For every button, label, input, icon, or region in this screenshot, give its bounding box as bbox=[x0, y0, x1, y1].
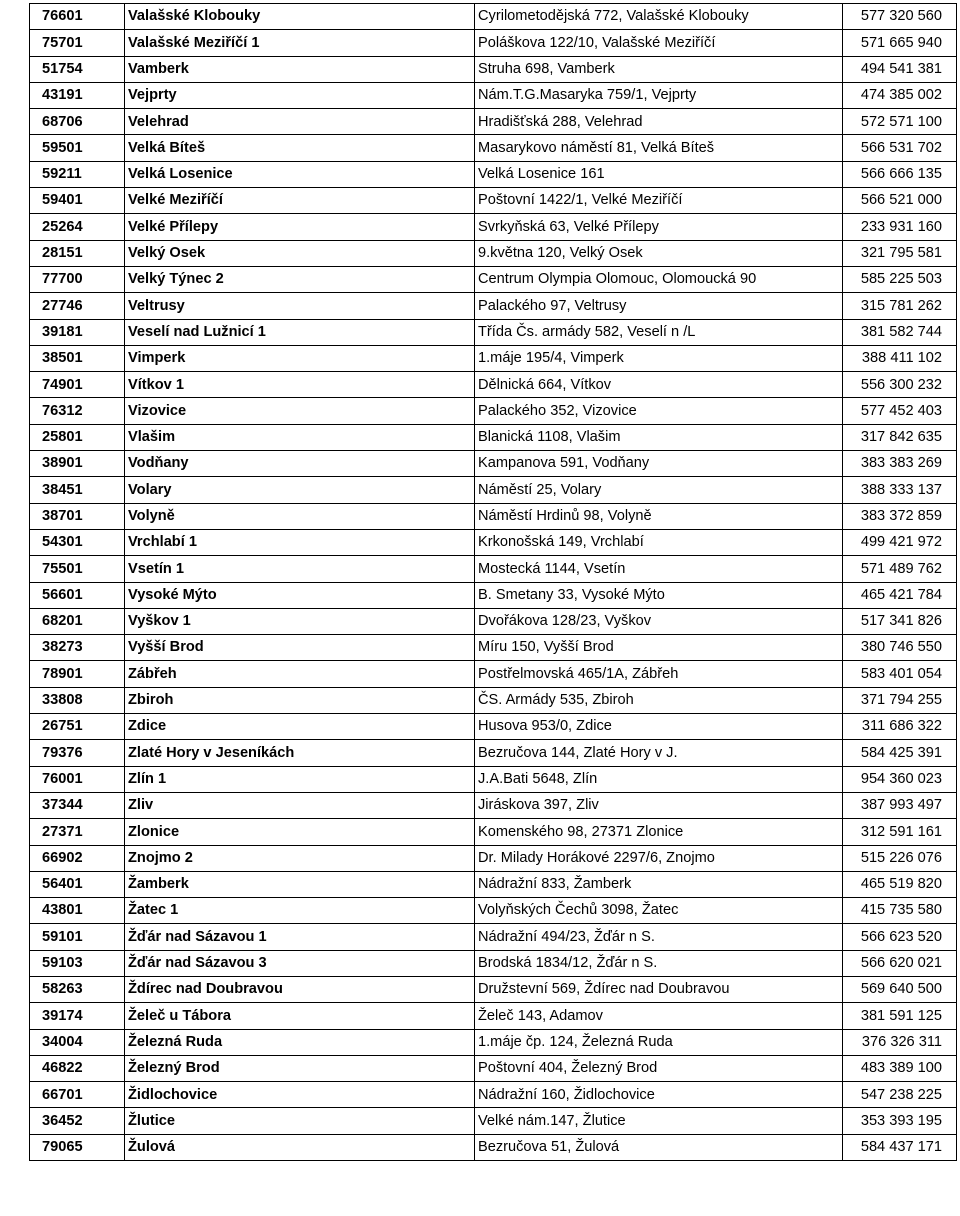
office-name-cell: Židlochovice bbox=[125, 1082, 475, 1108]
postal-code-cell: 59401 bbox=[30, 188, 125, 214]
table-row bbox=[30, 1082, 957, 1108]
address-cell: Náměstí Hrdinů 98, Volyně bbox=[475, 503, 843, 529]
address-cell: Dělnická 664, Vítkov bbox=[475, 372, 843, 398]
address-cell: ČS. Armády 535, Zbiroh bbox=[475, 687, 843, 713]
office-name-cell: Vyšší Brod bbox=[125, 635, 475, 661]
postal-code-cell: 59501 bbox=[30, 135, 125, 161]
office-name-cell: Ždírec nad Doubravou bbox=[125, 976, 475, 1002]
table-row bbox=[30, 1003, 957, 1029]
postal-code-cell: 33808 bbox=[30, 687, 125, 713]
office-name-cell: Vodňany bbox=[125, 451, 475, 477]
postal-code-cell: 68201 bbox=[30, 608, 125, 634]
postal-code-cell: 68706 bbox=[30, 109, 125, 135]
table-body bbox=[30, 4, 957, 1161]
table-row bbox=[30, 214, 957, 240]
table-row bbox=[30, 950, 957, 976]
postal-code-cell: 66902 bbox=[30, 845, 125, 871]
address-cell: Nám.T.G.Masaryka 759/1, Vejprty bbox=[475, 82, 843, 108]
office-name-cell: Volyně bbox=[125, 503, 475, 529]
office-name-cell: Žamberk bbox=[125, 871, 475, 897]
postal-code-cell: 38273 bbox=[30, 635, 125, 661]
postal-code-cell: 77700 bbox=[30, 266, 125, 292]
address-cell: Palackého 97, Veltrusy bbox=[475, 293, 843, 319]
postal-code-cell: 37344 bbox=[30, 792, 125, 818]
postal-code-cell: 38701 bbox=[30, 503, 125, 529]
phone-cell: 483 389 100 bbox=[843, 1055, 957, 1081]
office-name-cell: Žatec 1 bbox=[125, 898, 475, 924]
postal-code-cell: 26751 bbox=[30, 714, 125, 740]
phone-cell: 376 326 311 bbox=[843, 1029, 957, 1055]
phone-cell: 387 993 497 bbox=[843, 792, 957, 818]
address-cell: Centrum Olympia Olomouc, Olomoucká 90 bbox=[475, 266, 843, 292]
address-cell: Poštovní 1422/1, Velké Meziříčí bbox=[475, 188, 843, 214]
table-row bbox=[30, 30, 957, 56]
address-cell: Velká Losenice 161 bbox=[475, 161, 843, 187]
table-row bbox=[30, 319, 957, 345]
address-cell: Brodská 1834/12, Žďár n S. bbox=[475, 950, 843, 976]
phone-cell: 577 452 403 bbox=[843, 398, 957, 424]
address-cell: Jiráskova 397, Zliv bbox=[475, 792, 843, 818]
office-name-cell: Zliv bbox=[125, 792, 475, 818]
postal-code-cell: 27371 bbox=[30, 819, 125, 845]
postal-code-cell: 79065 bbox=[30, 1134, 125, 1160]
phone-cell: 383 383 269 bbox=[843, 451, 957, 477]
table-row bbox=[30, 714, 957, 740]
address-cell: Masarykovo náměstí 81, Velká Bíteš bbox=[475, 135, 843, 161]
address-cell: 1.máje 195/4, Vimperk bbox=[475, 345, 843, 371]
phone-cell: 566 521 000 bbox=[843, 188, 957, 214]
table-row bbox=[30, 82, 957, 108]
postal-code-cell: 59103 bbox=[30, 950, 125, 976]
address-cell: Svrkyňská 63, Velké Přílepy bbox=[475, 214, 843, 240]
table-row bbox=[30, 740, 957, 766]
table-row bbox=[30, 556, 957, 582]
table-row bbox=[30, 188, 957, 214]
table-row bbox=[30, 345, 957, 371]
table-row bbox=[30, 372, 957, 398]
postal-code-cell: 76312 bbox=[30, 398, 125, 424]
table-row bbox=[30, 1134, 957, 1160]
phone-cell: 584 437 171 bbox=[843, 1134, 957, 1160]
table-row bbox=[30, 792, 957, 818]
phone-cell: 566 623 520 bbox=[843, 924, 957, 950]
table-row bbox=[30, 1108, 957, 1134]
table-row bbox=[30, 424, 957, 450]
phone-cell: 388 411 102 bbox=[843, 345, 957, 371]
phone-cell: 566 666 135 bbox=[843, 161, 957, 187]
address-cell: Nádražní 160, Židlochovice bbox=[475, 1082, 843, 1108]
postal-code-cell: 43801 bbox=[30, 898, 125, 924]
office-name-cell: Vizovice bbox=[125, 398, 475, 424]
phone-cell: 381 591 125 bbox=[843, 1003, 957, 1029]
table-row bbox=[30, 398, 957, 424]
phone-cell: 380 746 550 bbox=[843, 635, 957, 661]
postal-code-cell: 54301 bbox=[30, 529, 125, 555]
address-cell: Blanická 1108, Vlašim bbox=[475, 424, 843, 450]
address-cell: Hradišťská 288, Velehrad bbox=[475, 109, 843, 135]
address-cell: Třída Čs. armády 582, Veselí n /L bbox=[475, 319, 843, 345]
phone-cell: 517 341 826 bbox=[843, 608, 957, 634]
postal-code-cell: 36452 bbox=[30, 1108, 125, 1134]
address-cell: B. Smetany 33, Vysoké Mýto bbox=[475, 582, 843, 608]
postal-code-cell: 56401 bbox=[30, 871, 125, 897]
phone-cell: 371 794 255 bbox=[843, 687, 957, 713]
postal-code-cell: 25801 bbox=[30, 424, 125, 450]
post-office-table bbox=[29, 3, 957, 1161]
phone-cell: 312 591 161 bbox=[843, 819, 957, 845]
phone-cell: 566 620 021 bbox=[843, 950, 957, 976]
office-name-cell: Velký Týnec 2 bbox=[125, 266, 475, 292]
table-row bbox=[30, 1055, 957, 1081]
phone-cell: 499 421 972 bbox=[843, 529, 957, 555]
postal-code-cell: 79376 bbox=[30, 740, 125, 766]
phone-cell: 315 781 262 bbox=[843, 293, 957, 319]
office-name-cell: Zlonice bbox=[125, 819, 475, 845]
phone-cell: 577 320 560 bbox=[843, 4, 957, 30]
address-cell: Nádražní 494/23, Žďár n S. bbox=[475, 924, 843, 950]
phone-cell: 515 226 076 bbox=[843, 845, 957, 871]
address-cell: Poláškova 122/10, Valašské Meziříčí bbox=[475, 30, 843, 56]
address-cell: 9.května 120, Velký Osek bbox=[475, 240, 843, 266]
table-row bbox=[30, 687, 957, 713]
phone-cell: 569 640 500 bbox=[843, 976, 957, 1002]
office-name-cell: Železná Ruda bbox=[125, 1029, 475, 1055]
address-cell: Krkonošská 149, Vrchlabí bbox=[475, 529, 843, 555]
table-row bbox=[30, 608, 957, 634]
address-cell: J.A.Bati 5648, Zlín bbox=[475, 766, 843, 792]
address-cell: Volyňských Čechů 3098, Žatec bbox=[475, 898, 843, 924]
postal-code-cell: 28151 bbox=[30, 240, 125, 266]
office-name-cell: Velehrad bbox=[125, 109, 475, 135]
postal-code-cell: 38901 bbox=[30, 451, 125, 477]
address-cell: Bezručova 51, Žulová bbox=[475, 1134, 843, 1160]
phone-cell: 388 333 137 bbox=[843, 477, 957, 503]
table-row bbox=[30, 4, 957, 30]
postal-code-cell: 46822 bbox=[30, 1055, 125, 1081]
address-cell: Velké nám.147, Žlutice bbox=[475, 1108, 843, 1134]
postal-code-cell: 66701 bbox=[30, 1082, 125, 1108]
table-row bbox=[30, 266, 957, 292]
table-row bbox=[30, 661, 957, 687]
table-row bbox=[30, 293, 957, 319]
address-cell: Cyrilometodějská 772, Valašské Klobouky bbox=[475, 4, 843, 30]
postal-code-cell: 25264 bbox=[30, 214, 125, 240]
postal-code-cell: 43191 bbox=[30, 82, 125, 108]
postal-code-cell: 56601 bbox=[30, 582, 125, 608]
office-name-cell: Vítkov 1 bbox=[125, 372, 475, 398]
office-name-cell: Volary bbox=[125, 477, 475, 503]
phone-cell: 494 541 381 bbox=[843, 56, 957, 82]
office-name-cell: Velká Bíteš bbox=[125, 135, 475, 161]
office-name-cell: Velký Osek bbox=[125, 240, 475, 266]
table-row bbox=[30, 135, 957, 161]
postal-code-cell: 38451 bbox=[30, 477, 125, 503]
office-name-cell: Vsetín 1 bbox=[125, 556, 475, 582]
table-row bbox=[30, 109, 957, 135]
address-cell: Postřelmovská 465/1A, Zábřeh bbox=[475, 661, 843, 687]
phone-cell: 572 571 100 bbox=[843, 109, 957, 135]
address-cell: Bezručova 144, Zlaté Hory v J. bbox=[475, 740, 843, 766]
phone-cell: 233 931 160 bbox=[843, 214, 957, 240]
phone-cell: 954 360 023 bbox=[843, 766, 957, 792]
table-row bbox=[30, 1029, 957, 1055]
phone-cell: 566 531 702 bbox=[843, 135, 957, 161]
office-name-cell: Vejprty bbox=[125, 82, 475, 108]
office-name-cell: Želeč u Tábora bbox=[125, 1003, 475, 1029]
table-row bbox=[30, 529, 957, 555]
office-name-cell: Železný Brod bbox=[125, 1055, 475, 1081]
table-row bbox=[30, 240, 957, 266]
office-name-cell: Vamberk bbox=[125, 56, 475, 82]
phone-cell: 474 385 002 bbox=[843, 82, 957, 108]
office-name-cell: Veselí nad Lužnicí 1 bbox=[125, 319, 475, 345]
postal-code-cell: 75501 bbox=[30, 556, 125, 582]
office-name-cell: Zdice bbox=[125, 714, 475, 740]
phone-cell: 571 489 762 bbox=[843, 556, 957, 582]
phone-cell: 465 421 784 bbox=[843, 582, 957, 608]
postal-code-cell: 74901 bbox=[30, 372, 125, 398]
postal-code-cell: 59101 bbox=[30, 924, 125, 950]
postal-code-cell: 78901 bbox=[30, 661, 125, 687]
office-name-cell: Zbiroh bbox=[125, 687, 475, 713]
postal-code-cell: 27746 bbox=[30, 293, 125, 319]
address-cell: Náměstí 25, Volary bbox=[475, 477, 843, 503]
address-cell: Míru 150, Vyšší Brod bbox=[475, 635, 843, 661]
office-name-cell: Zábřeh bbox=[125, 661, 475, 687]
phone-cell: 584 425 391 bbox=[843, 740, 957, 766]
table-row bbox=[30, 898, 957, 924]
table-row bbox=[30, 924, 957, 950]
office-name-cell: Velké Meziříčí bbox=[125, 188, 475, 214]
phone-cell: 415 735 580 bbox=[843, 898, 957, 924]
office-name-cell: Vlašim bbox=[125, 424, 475, 450]
postal-code-cell: 38501 bbox=[30, 345, 125, 371]
postal-code-cell: 58263 bbox=[30, 976, 125, 1002]
office-name-cell: Žulová bbox=[125, 1134, 475, 1160]
table-row bbox=[30, 503, 957, 529]
address-cell: Dr. Milady Horákové 2297/6, Znojmo bbox=[475, 845, 843, 871]
phone-cell: 317 842 635 bbox=[843, 424, 957, 450]
phone-cell: 547 238 225 bbox=[843, 1082, 957, 1108]
phone-cell: 383 372 859 bbox=[843, 503, 957, 529]
address-cell: Komenského 98, 27371 Zlonice bbox=[475, 819, 843, 845]
table-row bbox=[30, 819, 957, 845]
phone-cell: 321 795 581 bbox=[843, 240, 957, 266]
phone-cell: 381 582 744 bbox=[843, 319, 957, 345]
office-name-cell: Žďár nad Sázavou 3 bbox=[125, 950, 475, 976]
phone-cell: 465 519 820 bbox=[843, 871, 957, 897]
office-name-cell: Velké Přílepy bbox=[125, 214, 475, 240]
postal-code-cell: 39174 bbox=[30, 1003, 125, 1029]
office-name-cell: Vyškov 1 bbox=[125, 608, 475, 634]
phone-cell: 583 401 054 bbox=[843, 661, 957, 687]
address-cell: Struha 698, Vamberk bbox=[475, 56, 843, 82]
office-name-cell: Valašské Meziříčí 1 bbox=[125, 30, 475, 56]
office-name-cell: Zlaté Hory v Jeseníkách bbox=[125, 740, 475, 766]
postal-code-cell: 51754 bbox=[30, 56, 125, 82]
address-cell: Palackého 352, Vizovice bbox=[475, 398, 843, 424]
office-name-cell: Valašské Klobouky bbox=[125, 4, 475, 30]
address-cell: Dvořákova 128/23, Vyškov bbox=[475, 608, 843, 634]
address-cell: Nádražní 833, Žamberk bbox=[475, 871, 843, 897]
table-row bbox=[30, 871, 957, 897]
phone-cell: 353 393 195 bbox=[843, 1108, 957, 1134]
office-name-cell: Zlín 1 bbox=[125, 766, 475, 792]
postal-code-cell: 76601 bbox=[30, 4, 125, 30]
address-cell: Želeč 143, Adamov bbox=[475, 1003, 843, 1029]
phone-cell: 571 665 940 bbox=[843, 30, 957, 56]
office-name-cell: Žďár nad Sázavou 1 bbox=[125, 924, 475, 950]
office-name-cell: Vysoké Mýto bbox=[125, 582, 475, 608]
postal-code-cell: 59211 bbox=[30, 161, 125, 187]
postal-code-cell: 39181 bbox=[30, 319, 125, 345]
address-cell: Mostecká 1144, Vsetín bbox=[475, 556, 843, 582]
office-name-cell: Veltrusy bbox=[125, 293, 475, 319]
table-row bbox=[30, 582, 957, 608]
table-row bbox=[30, 451, 957, 477]
table-row bbox=[30, 56, 957, 82]
table-row bbox=[30, 161, 957, 187]
address-cell: Poštovní 404, Železný Brod bbox=[475, 1055, 843, 1081]
table-row bbox=[30, 635, 957, 661]
address-cell: Husova 953/0, Zdice bbox=[475, 714, 843, 740]
address-cell: Družstevní 569, Ždírec nad Doubravou bbox=[475, 976, 843, 1002]
table-row bbox=[30, 976, 957, 1002]
office-name-cell: Vimperk bbox=[125, 345, 475, 371]
address-cell: 1.máje čp. 124, Železná Ruda bbox=[475, 1029, 843, 1055]
office-name-cell: Velká Losenice bbox=[125, 161, 475, 187]
address-cell: Kampanova 591, Vodňany bbox=[475, 451, 843, 477]
table-row bbox=[30, 766, 957, 792]
table-row bbox=[30, 845, 957, 871]
phone-cell: 311 686 322 bbox=[843, 714, 957, 740]
postal-code-cell: 76001 bbox=[30, 766, 125, 792]
office-name-cell: Znojmo 2 bbox=[125, 845, 475, 871]
office-name-cell: Vrchlabí 1 bbox=[125, 529, 475, 555]
table-row bbox=[30, 477, 957, 503]
postal-code-cell: 75701 bbox=[30, 30, 125, 56]
office-name-cell: Žlutice bbox=[125, 1108, 475, 1134]
postal-code-cell: 34004 bbox=[30, 1029, 125, 1055]
phone-cell: 556 300 232 bbox=[843, 372, 957, 398]
phone-cell: 585 225 503 bbox=[843, 266, 957, 292]
